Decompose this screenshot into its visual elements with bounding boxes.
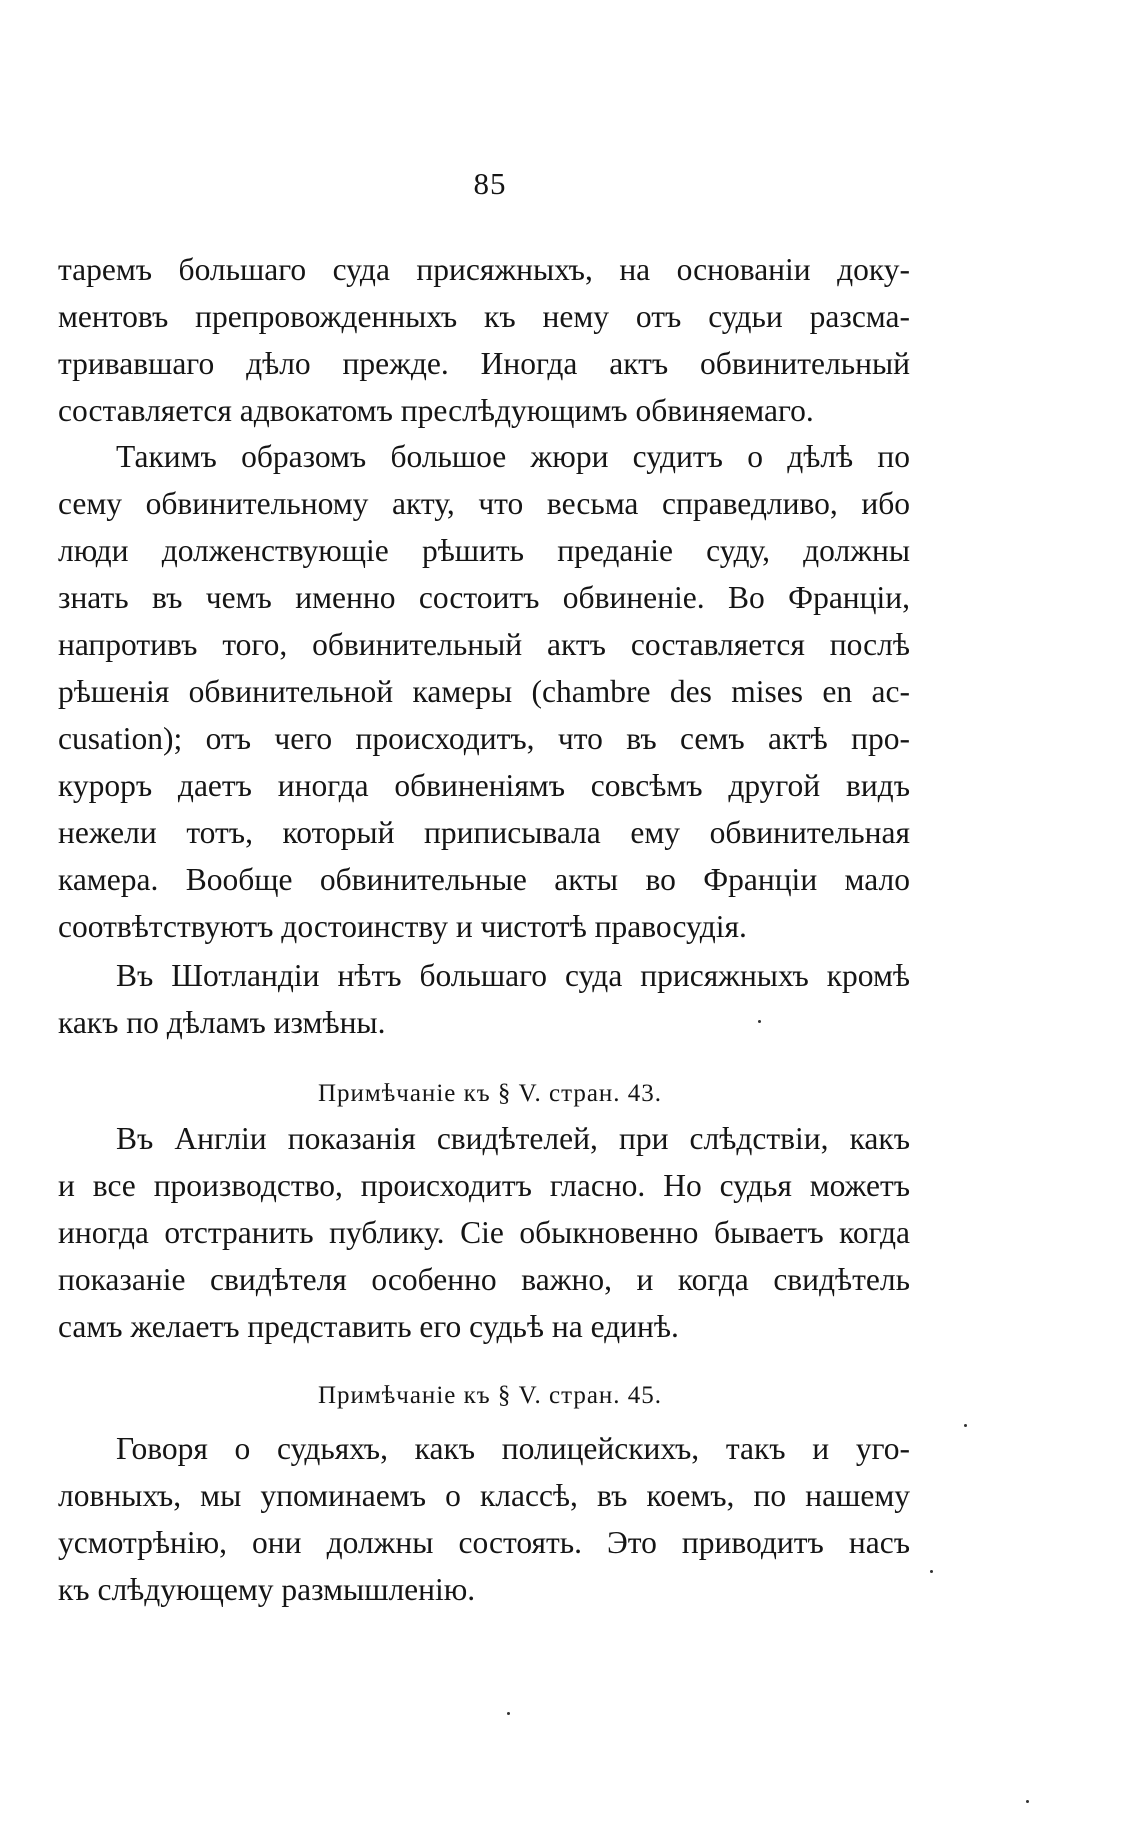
note-2-text (58, 1425, 910, 1613)
print-speck (964, 1424, 967, 1427)
text-line: нежели тотъ, который приписывала ему обвинительная (58, 815, 910, 850)
note-1-text (58, 1115, 910, 1350)
text-line: Въ Шотландiи нѣтъ большаго суда присяжныхъ кромѣ (116, 958, 910, 993)
text-line: составляется адвокатомъ преслѣдующимъ обвиняемаго. (58, 393, 814, 428)
text-line: какъ по дѣламъ измѣны. (58, 1005, 386, 1040)
text-line: куроръ даетъ иногда обвиненiямъ совсѣмъ другой видъ (58, 768, 910, 803)
text-line: усмотрѣнiю, они должны состоять. Это приводитъ насъ (58, 1525, 910, 1560)
paragraph-1 (58, 246, 910, 434)
print-speck (930, 1570, 933, 1573)
text-line: cusation); отъ чего происходитъ, что въ семъ актѣ про- (58, 721, 910, 756)
text-line: рѣшенiя обвинительной камеры (chambre des mises en ac- (58, 674, 910, 709)
text-line: показанiе свидѣтеля особенно важно, и когда свидѣтель (58, 1262, 910, 1297)
print-speck (758, 1020, 761, 1023)
text-line: ментовъ препровожденныхъ къ нему отъ судьи разсма- (58, 299, 910, 334)
text-line: сему обвинительному акту, что весьма справедливо, ибо (58, 486, 910, 521)
text-line: тривавшаго дѣло прежде. Иногда актъ обвинительный (58, 346, 910, 381)
note-heading-1: Примѣчанiе къ § V. стран. 43. (317, 1080, 663, 1107)
text-line: ловныхъ, мы упоминаемъ о классѣ, въ коемъ, по нашему (58, 1478, 910, 1513)
text-line: къ слѣдующему размышленiю. (58, 1572, 476, 1607)
text-line: соотвѣтствуютъ достоинству и чистотѣ правосудiя. (58, 909, 747, 944)
text-line: камера. Вообще обвинительные акты во Францiи мало (58, 862, 910, 897)
text-line: напротивъ того, обвинительный актъ составляется послѣ (58, 627, 910, 662)
text-line: люди долженствующiе рѣшить преданiе суду, должны (58, 533, 910, 568)
text-line: и все производство, происходитъ гласно. Но судья можетъ (58, 1168, 910, 1203)
text-line: знать въ чемъ именно состоитъ обвиненiе. Во Францiи, (58, 580, 910, 615)
text-line: Такимъ образомъ большое жюри судитъ о дѣлѣ по (116, 439, 910, 474)
text-line: Въ Англiи показанiя свидѣтелей, при слѣдствiи, какъ (116, 1121, 910, 1156)
note-heading-2: Примѣчанiе къ § V. стран. 45. (317, 1382, 663, 1409)
paragraph-3 (58, 952, 910, 1046)
page-number: 85 (473, 166, 507, 201)
print-speck (1026, 1800, 1029, 1803)
print-speck (507, 1712, 510, 1715)
text-line: Говоря о судьяхъ, какъ полицейскихъ, такъ и уго- (116, 1431, 910, 1466)
paragraph-2 (58, 433, 910, 950)
text-line: иногда отстранить публику. Сiе обыкновенно бываетъ когда (58, 1215, 910, 1250)
text-line: таремъ большаго суда присяжныхъ, на основанiи доку- (58, 252, 910, 287)
text-line: самъ желаетъ представить его судьѣ на единѣ. (58, 1309, 679, 1344)
